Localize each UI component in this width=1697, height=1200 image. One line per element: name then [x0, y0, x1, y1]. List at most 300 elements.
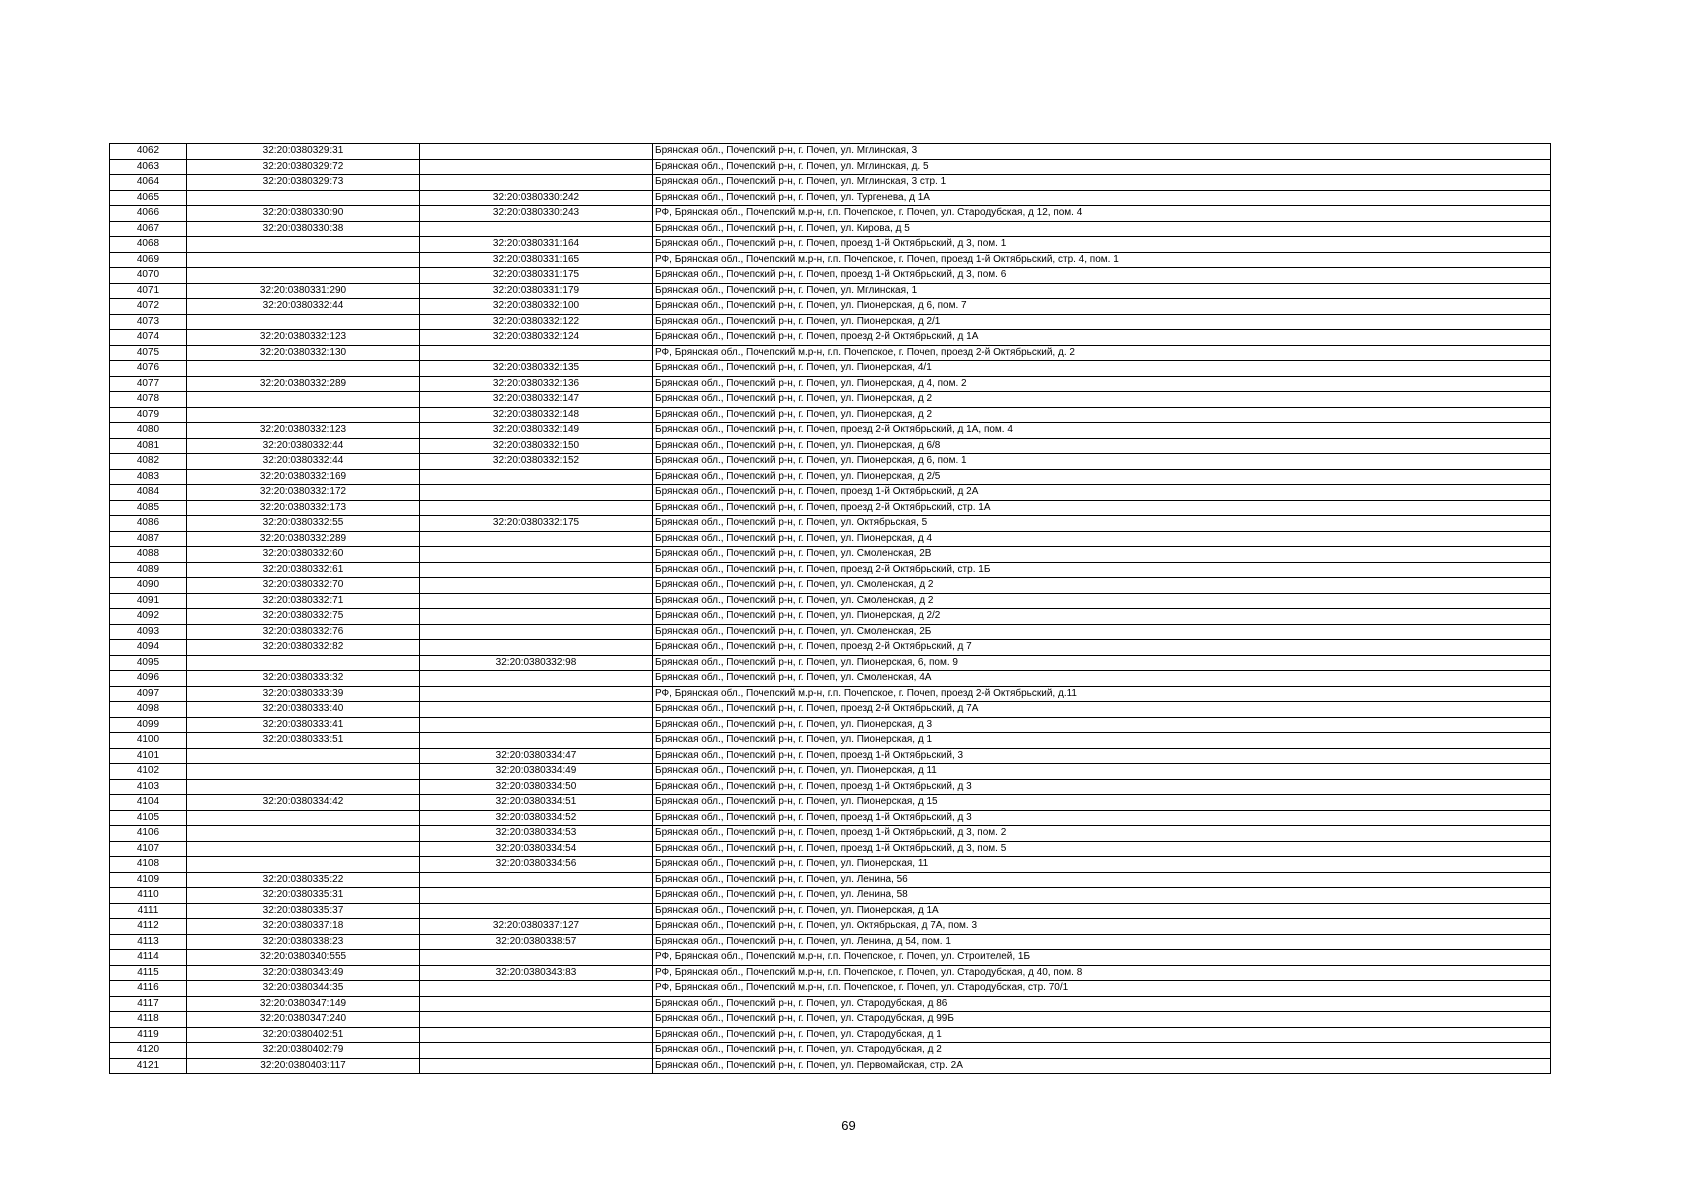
address-cell: Брянская обл., Почепский р-н, г. Почеп, ул. Мглинская, 3	[653, 144, 1551, 160]
related-cadastral-number-cell: 32:20:0380332:152	[420, 454, 653, 470]
table-row	[110, 919, 1551, 935]
table-row	[110, 531, 1551, 547]
table-row	[110, 268, 1551, 284]
table-row	[110, 655, 1551, 671]
table-body	[110, 144, 1551, 1074]
row-number-cell: 4095	[110, 655, 187, 671]
cadastral-number-cell: 32:20:0380333:41	[187, 717, 420, 733]
table-row	[110, 438, 1551, 454]
row-number-cell: 4106	[110, 826, 187, 842]
cadastral-number-cell: 32:20:0380330:38	[187, 221, 420, 237]
address-cell: Брянская обл., Почепский р-н, г. Почеп, ул. Смоленская, д 2	[653, 578, 1551, 594]
table-row	[110, 392, 1551, 408]
address-cell: Брянская обл., Почепский р-н, г. Почеп, ул. Пионерская, 11	[653, 857, 1551, 873]
address-cell: Брянская обл., Почепский р-н, г. Почеп, ул. Смоленская, 2В	[653, 547, 1551, 563]
related-cadastral-number-cell	[420, 702, 653, 718]
row-number-cell: 4083	[110, 469, 187, 485]
cadastral-number-cell: 32:20:0380340:555	[187, 950, 420, 966]
related-cadastral-number-cell: 32:20:0380331:179	[420, 283, 653, 299]
related-cadastral-number-cell: 32:20:0380332:136	[420, 376, 653, 392]
cadastral-number-cell: 32:20:0380334:42	[187, 795, 420, 811]
row-number-cell: 4081	[110, 438, 187, 454]
address-cell: Брянская обл., Почепский р-н, г. Почеп, проезд 1-й Октябрьский, д 3	[653, 779, 1551, 795]
table-row	[110, 454, 1551, 470]
cadastral-number-cell: 32:20:0380332:130	[187, 345, 420, 361]
table-row	[110, 330, 1551, 346]
related-cadastral-number-cell: 32:20:0380332:150	[420, 438, 653, 454]
table-row	[110, 144, 1551, 160]
cadastral-number-cell	[187, 841, 420, 857]
row-number-cell: 4102	[110, 764, 187, 780]
related-cadastral-number-cell	[420, 547, 653, 563]
related-cadastral-number-cell	[420, 531, 653, 547]
row-number-cell: 4071	[110, 283, 187, 299]
address-cell: Брянская обл., Почепский р-н, г. Почеп, ул. Пионерская, д 2/5	[653, 469, 1551, 485]
cadastral-number-cell: 32:20:0380332:70	[187, 578, 420, 594]
address-cell: Брянская обл., Почепский р-н, г. Почеп, ул. Ленина, 56	[653, 872, 1551, 888]
cadastral-number-cell: 32:20:0380332:76	[187, 624, 420, 640]
table-row	[110, 252, 1551, 268]
registry-table-container	[109, 143, 1551, 1074]
cadastral-number-cell: 32:20:0380332:75	[187, 609, 420, 625]
table-row	[110, 624, 1551, 640]
address-cell: Брянская обл., Почепский р-н, г. Почеп, ул. Октябрьская, 5	[653, 516, 1551, 532]
row-number-cell: 4086	[110, 516, 187, 532]
address-cell: Брянская обл., Почепский р-н, г. Почеп, ул. Пионерская, д 6/8	[653, 438, 1551, 454]
cadastral-number-cell: 32:20:0380347:149	[187, 996, 420, 1012]
related-cadastral-number-cell: 32:20:0380334:50	[420, 779, 653, 795]
table-row	[110, 810, 1551, 826]
table-row	[110, 159, 1551, 175]
row-number-cell: 4062	[110, 144, 187, 160]
related-cadastral-number-cell: 32:20:0380332:122	[420, 314, 653, 330]
row-number-cell: 4100	[110, 733, 187, 749]
table-row	[110, 299, 1551, 315]
related-cadastral-number-cell	[420, 981, 653, 997]
address-cell: Брянская обл., Почепский р-н, г. Почеп, проезд 1-й Октябрьский, д 2А	[653, 485, 1551, 501]
cadastral-number-cell: 32:20:0380332:289	[187, 531, 420, 547]
row-number-cell: 4066	[110, 206, 187, 222]
related-cadastral-number-cell: 32:20:0380332:98	[420, 655, 653, 671]
address-cell: Брянская обл., Почепский р-н, г. Почеп, ул. Пионерская, д 11	[653, 764, 1551, 780]
address-cell: Брянская обл., Почепский р-н, г. Почеп, проезд 2-й Октябрьский, стр. 1А	[653, 500, 1551, 516]
address-cell: Брянская обл., Почепский р-н, г. Почеп, ул. Пионерская, д 1А	[653, 903, 1551, 919]
address-cell: Брянская обл., Почепский р-н, г. Почеп, ул. Стародубская, д 86	[653, 996, 1551, 1012]
address-cell: Брянская обл., Почепский р-н, г. Почеп, ул. Пионерская, д 15	[653, 795, 1551, 811]
table-row	[110, 547, 1551, 563]
row-number-cell: 4085	[110, 500, 187, 516]
cadastral-number-cell: 32:20:0380332:82	[187, 640, 420, 656]
address-cell: Брянская обл., Почепский р-н, г. Почеп, ул. Мглинская, д. 5	[653, 159, 1551, 175]
table-row	[110, 686, 1551, 702]
address-cell: Брянская обл., Почепский р-н, г. Почеп, ул. Мглинская, 1	[653, 283, 1551, 299]
row-number-cell: 4088	[110, 547, 187, 563]
row-number-cell: 4090	[110, 578, 187, 594]
table-row	[110, 903, 1551, 919]
address-cell: Брянская обл., Почепский р-н, г. Почеп, ул. Смоленская, 4А	[653, 671, 1551, 687]
related-cadastral-number-cell	[420, 159, 653, 175]
table-row	[110, 733, 1551, 749]
cadastral-number-cell: 32:20:0380344:35	[187, 981, 420, 997]
cadastral-number-cell: 32:20:0380338:23	[187, 934, 420, 950]
cadastral-number-cell: 32:20:0380403:117	[187, 1058, 420, 1074]
row-number-cell: 4121	[110, 1058, 187, 1074]
row-number-cell: 4067	[110, 221, 187, 237]
table-row	[110, 841, 1551, 857]
cadastral-number-cell: 32:20:0380332:289	[187, 376, 420, 392]
related-cadastral-number-cell	[420, 717, 653, 733]
table-row	[110, 965, 1551, 981]
table-row	[110, 500, 1551, 516]
cadastral-number-cell: 32:20:0380402:51	[187, 1027, 420, 1043]
cadastral-number-cell: 32:20:0380332:44	[187, 454, 420, 470]
row-number-cell: 4120	[110, 1043, 187, 1059]
address-cell: Брянская обл., Почепский р-н, г. Почеп, ул. Кирова, д 5	[653, 221, 1551, 237]
cadastral-number-cell: 32:20:0380335:37	[187, 903, 420, 919]
address-cell: Брянская обл., Почепский р-н, г. Почеп, ул. Смоленская, 2Б	[653, 624, 1551, 640]
table-row	[110, 1043, 1551, 1059]
address-cell: Брянская обл., Почепский р-н, г. Почеп, ул. Мглинская, 3 стр. 1	[653, 175, 1551, 191]
row-number-cell: 4092	[110, 609, 187, 625]
address-cell: Брянская обл., Почепский р-н, г. Почеп, ул. Пионерская, д 3	[653, 717, 1551, 733]
cadastral-number-cell: 32:20:0380331:290	[187, 283, 420, 299]
related-cadastral-number-cell: 32:20:0380332:135	[420, 361, 653, 377]
table-row	[110, 469, 1551, 485]
table-row	[110, 423, 1551, 439]
row-number-cell: 4087	[110, 531, 187, 547]
related-cadastral-number-cell	[420, 671, 653, 687]
row-number-cell: 4072	[110, 299, 187, 315]
registry-table	[109, 143, 1551, 1074]
table-row	[110, 717, 1551, 733]
related-cadastral-number-cell: 32:20:0380338:57	[420, 934, 653, 950]
cadastral-number-cell: 32:20:0380333:51	[187, 733, 420, 749]
table-row	[110, 950, 1551, 966]
address-cell: Брянская обл., Почепский р-н, г. Почеп, проезд 1-й Октябрьский, д 3, пом. 2	[653, 826, 1551, 842]
row-number-cell: 4073	[110, 314, 187, 330]
row-number-cell: 4074	[110, 330, 187, 346]
row-number-cell: 4077	[110, 376, 187, 392]
address-cell: Брянская обл., Почепский р-н, г. Почеп, ул. Пионерская, д 2/1	[653, 314, 1551, 330]
table-row	[110, 609, 1551, 625]
related-cadastral-number-cell: 32:20:0380332:100	[420, 299, 653, 315]
address-cell: Брянская обл., Почепский р-н, г. Почеп, ул. Смоленская, д 2	[653, 593, 1551, 609]
related-cadastral-number-cell: 32:20:0380332:148	[420, 407, 653, 423]
row-number-cell: 4069	[110, 252, 187, 268]
cadastral-number-cell	[187, 252, 420, 268]
row-number-cell: 4070	[110, 268, 187, 284]
address-cell: РФ, Брянская обл., Почепский м.р-н, г.п. Почепское, г. Почеп, проезд 1-й Октябрьский, стр. 4, пом. 1	[653, 252, 1551, 268]
cadastral-number-cell: 32:20:0380347:240	[187, 1012, 420, 1028]
address-cell: Брянская обл., Почепский р-н, г. Почеп, ул. Пионерская, д 6, пом. 1	[653, 454, 1551, 470]
related-cadastral-number-cell	[420, 609, 653, 625]
address-cell: Брянская обл., Почепский р-н, г. Почеп, ул. Ленина, 58	[653, 888, 1551, 904]
cadastral-number-cell: 32:20:0380343:49	[187, 965, 420, 981]
related-cadastral-number-cell	[420, 872, 653, 888]
address-cell: Брянская обл., Почепский р-н, г. Почеп, проезд 1-й Октябрьский, д 3, пом. 6	[653, 268, 1551, 284]
related-cadastral-number-cell: 32:20:0380334:47	[420, 748, 653, 764]
address-cell: Брянская обл., Почепский р-н, г. Почеп, проезд 1-й Октябрьский, д 3, пом. 5	[653, 841, 1551, 857]
address-cell: Брянская обл., Почепский р-н, г. Почеп, ул. Пионерская, 4/1	[653, 361, 1551, 377]
address-cell: Брянская обл., Почепский р-н, г. Почеп, ул. Стародубская, д 99Б	[653, 1012, 1551, 1028]
address-cell: Брянская обл., Почепский р-н, г. Почеп, проезд 1-й Октябрьский, д 3, пом. 1	[653, 237, 1551, 253]
row-number-cell: 4114	[110, 950, 187, 966]
related-cadastral-number-cell	[420, 686, 653, 702]
table-row	[110, 516, 1551, 532]
row-number-cell: 4109	[110, 872, 187, 888]
cadastral-number-cell: 32:20:0380329:31	[187, 144, 420, 160]
table-row	[110, 407, 1551, 423]
related-cadastral-number-cell: 32:20:0380334:56	[420, 857, 653, 873]
row-number-cell: 4103	[110, 779, 187, 795]
row-number-cell: 4107	[110, 841, 187, 857]
related-cadastral-number-cell: 32:20:0380337:127	[420, 919, 653, 935]
row-number-cell: 4084	[110, 485, 187, 501]
table-row	[110, 795, 1551, 811]
cadastral-number-cell: 32:20:0380332:61	[187, 562, 420, 578]
table-row	[110, 888, 1551, 904]
row-number-cell: 4078	[110, 392, 187, 408]
cadastral-number-cell: 32:20:0380332:55	[187, 516, 420, 532]
cadastral-number-cell: 32:20:0380329:73	[187, 175, 420, 191]
related-cadastral-number-cell	[420, 221, 653, 237]
table-row	[110, 702, 1551, 718]
related-cadastral-number-cell	[420, 888, 653, 904]
table-row	[110, 361, 1551, 377]
address-cell: РФ, Брянская обл., Почепский м.р-н, г.п. Почепское, г. Почеп, ул. Стародубская, д 40, пом. 8	[653, 965, 1551, 981]
row-number-cell: 4063	[110, 159, 187, 175]
cadastral-number-cell: 32:20:0380332:71	[187, 593, 420, 609]
table-row	[110, 671, 1551, 687]
address-cell: Брянская обл., Почепский р-н, г. Почеп, ул. Октябрьская, д 7А, пом. 3	[653, 919, 1551, 935]
address-cell: Брянская обл., Почепский р-н, г. Почеп, ул. Пионерская, д 1	[653, 733, 1551, 749]
related-cadastral-number-cell	[420, 624, 653, 640]
table-row	[110, 640, 1551, 656]
row-number-cell: 4110	[110, 888, 187, 904]
address-cell: Брянская обл., Почепский р-н, г. Почеп, ул. Пионерская, д 4, пом. 2	[653, 376, 1551, 392]
row-number-cell: 4064	[110, 175, 187, 191]
table-row	[110, 175, 1551, 191]
cadastral-number-cell: 32:20:0380335:31	[187, 888, 420, 904]
table-row	[110, 1058, 1551, 1074]
cadastral-number-cell: 32:20:0380333:32	[187, 671, 420, 687]
row-number-cell: 4080	[110, 423, 187, 439]
row-number-cell: 4068	[110, 237, 187, 253]
related-cadastral-number-cell	[420, 996, 653, 1012]
row-number-cell: 4065	[110, 190, 187, 206]
related-cadastral-number-cell: 32:20:0380343:83	[420, 965, 653, 981]
cadastral-number-cell: 32:20:0380337:18	[187, 919, 420, 935]
related-cadastral-number-cell	[420, 345, 653, 361]
address-cell: РФ, Брянская обл., Почепский м.р-н, г.п. Почепское, г. Почеп, ул. Строителей, 1Б	[653, 950, 1551, 966]
row-number-cell: 4104	[110, 795, 187, 811]
related-cadastral-number-cell	[420, 500, 653, 516]
cadastral-number-cell: 32:20:0380330:90	[187, 206, 420, 222]
cadastral-number-cell: 32:20:0380333:39	[187, 686, 420, 702]
table-row	[110, 981, 1551, 997]
related-cadastral-number-cell: 32:20:0380334:51	[420, 795, 653, 811]
page-number: 69	[841, 1118, 856, 1133]
row-number-cell: 4101	[110, 748, 187, 764]
table-row	[110, 376, 1551, 392]
cadastral-number-cell: 32:20:0380332:173	[187, 500, 420, 516]
row-number-cell: 4082	[110, 454, 187, 470]
related-cadastral-number-cell	[420, 640, 653, 656]
related-cadastral-number-cell: 32:20:0380334:53	[420, 826, 653, 842]
row-number-cell: 4105	[110, 810, 187, 826]
row-number-cell: 4117	[110, 996, 187, 1012]
related-cadastral-number-cell: 32:20:0380332:124	[420, 330, 653, 346]
address-cell: Брянская обл., Почепский р-н, г. Почеп, проезд 2-й Октябрьский, д 1А	[653, 330, 1551, 346]
cadastral-number-cell	[187, 237, 420, 253]
table-row	[110, 593, 1551, 609]
table-row	[110, 206, 1551, 222]
cadastral-number-cell	[187, 764, 420, 780]
related-cadastral-number-cell	[420, 175, 653, 191]
cadastral-number-cell: 32:20:0380332:44	[187, 299, 420, 315]
address-cell: Брянская обл., Почепский р-н, г. Почеп, ул. Стародубская, д 1	[653, 1027, 1551, 1043]
cadastral-number-cell	[187, 190, 420, 206]
cadastral-number-cell	[187, 826, 420, 842]
cadastral-number-cell: 32:20:0380402:79	[187, 1043, 420, 1059]
cadastral-number-cell	[187, 268, 420, 284]
row-number-cell: 4113	[110, 934, 187, 950]
table-row	[110, 283, 1551, 299]
table-row	[110, 779, 1551, 795]
related-cadastral-number-cell: 32:20:0380334:49	[420, 764, 653, 780]
cadastral-number-cell	[187, 857, 420, 873]
related-cadastral-number-cell: 32:20:0380334:54	[420, 841, 653, 857]
related-cadastral-number-cell	[420, 1058, 653, 1074]
row-number-cell: 4108	[110, 857, 187, 873]
cadastral-number-cell: 32:20:0380332:123	[187, 423, 420, 439]
table-row	[110, 221, 1551, 237]
related-cadastral-number-cell: 32:20:0380332:147	[420, 392, 653, 408]
related-cadastral-number-cell	[420, 485, 653, 501]
address-cell: Брянская обл., Почепский р-н, г. Почеп, ул. Ленина, д 54, пом. 1	[653, 934, 1551, 950]
related-cadastral-number-cell	[420, 469, 653, 485]
address-cell: РФ, Брянская обл., Почепский м.р-н, г.п. Почепское, г. Почеп, ул. Стародубская, стр. 70/1	[653, 981, 1551, 997]
related-cadastral-number-cell	[420, 593, 653, 609]
address-cell: Брянская обл., Почепский р-н, г. Почеп, ул. Пионерская, д 2/2	[653, 609, 1551, 625]
table-row	[110, 578, 1551, 594]
cadastral-number-cell	[187, 810, 420, 826]
address-cell: Брянская обл., Почепский р-н, г. Почеп, проезд 2-й Октябрьский, д 7	[653, 640, 1551, 656]
address-cell: Брянская обл., Почепский р-н, г. Почеп, ул. Пионерская, д 4	[653, 531, 1551, 547]
table-row	[110, 1012, 1551, 1028]
address-cell: РФ, Брянская обл., Почепский м.р-н, г.п. Почепское, г. Почеп, проезд 2-й Октябрьский, д.11	[653, 686, 1551, 702]
row-number-cell: 4115	[110, 965, 187, 981]
related-cadastral-number-cell: 32:20:0380330:242	[420, 190, 653, 206]
related-cadastral-number-cell: 32:20:0380331:165	[420, 252, 653, 268]
table-row	[110, 485, 1551, 501]
cadastral-number-cell	[187, 314, 420, 330]
related-cadastral-number-cell	[420, 1012, 653, 1028]
cadastral-number-cell	[187, 361, 420, 377]
cadastral-number-cell: 32:20:0380335:22	[187, 872, 420, 888]
cadastral-number-cell: 32:20:0380332:172	[187, 485, 420, 501]
address-cell: Брянская обл., Почепский р-н, г. Почеп, ул. Тургенева, д 1А	[653, 190, 1551, 206]
address-cell: Брянская обл., Почепский р-н, г. Почеп, проезд 1-й Октябрьский, д 3	[653, 810, 1551, 826]
related-cadastral-number-cell	[420, 1027, 653, 1043]
address-cell: РФ, Брянская обл., Почепский м.р-н, г.п. Почепское, г. Почеп, ул. Стародубская, д 12, пом. 4	[653, 206, 1551, 222]
row-number-cell: 4116	[110, 981, 187, 997]
related-cadastral-number-cell	[420, 950, 653, 966]
row-number-cell: 4089	[110, 562, 187, 578]
row-number-cell: 4098	[110, 702, 187, 718]
table-row	[110, 996, 1551, 1012]
table-row	[110, 934, 1551, 950]
table-row	[110, 764, 1551, 780]
row-number-cell: 4079	[110, 407, 187, 423]
related-cadastral-number-cell: 32:20:0380332:149	[420, 423, 653, 439]
address-cell: Брянская обл., Почепский р-н, г. Почеп, проезд 2-й Октябрьский, стр. 1Б	[653, 562, 1551, 578]
cadastral-number-cell: 32:20:0380333:40	[187, 702, 420, 718]
related-cadastral-number-cell	[420, 578, 653, 594]
row-number-cell: 4075	[110, 345, 187, 361]
row-number-cell: 4111	[110, 903, 187, 919]
row-number-cell: 4097	[110, 686, 187, 702]
cadastral-number-cell: 32:20:0380332:169	[187, 469, 420, 485]
cadastral-number-cell: 32:20:0380329:72	[187, 159, 420, 175]
cadastral-number-cell	[187, 655, 420, 671]
address-cell: Брянская обл., Почепский р-н, г. Почеп, проезд 2-й Октябрьский, д 7А	[653, 702, 1551, 718]
table-row	[110, 562, 1551, 578]
related-cadastral-number-cell: 32:20:0380334:52	[420, 810, 653, 826]
row-number-cell: 4112	[110, 919, 187, 935]
address-cell: Брянская обл., Почепский р-н, г. Почеп, ул. Пионерская, д 6, пом. 7	[653, 299, 1551, 315]
related-cadastral-number-cell	[420, 903, 653, 919]
cadastral-number-cell: 32:20:0380332:60	[187, 547, 420, 563]
related-cadastral-number-cell	[420, 733, 653, 749]
cadastral-number-cell: 32:20:0380332:44	[187, 438, 420, 454]
related-cadastral-number-cell	[420, 144, 653, 160]
row-number-cell: 4093	[110, 624, 187, 640]
row-number-cell: 4099	[110, 717, 187, 733]
table-row	[110, 872, 1551, 888]
related-cadastral-number-cell	[420, 562, 653, 578]
cadastral-number-cell: 32:20:0380332:123	[187, 330, 420, 346]
row-number-cell: 4118	[110, 1012, 187, 1028]
row-number-cell: 4119	[110, 1027, 187, 1043]
row-number-cell: 4094	[110, 640, 187, 656]
table-row	[110, 237, 1551, 253]
address-cell: РФ, Брянская обл., Почепский м.р-н, г.п. Почепское, г. Почеп, проезд 2-й Октябрьский, д. 2	[653, 345, 1551, 361]
table-row	[110, 314, 1551, 330]
related-cadastral-number-cell: 32:20:0380331:175	[420, 268, 653, 284]
address-cell: Брянская обл., Почепский р-н, г. Почеп, проезд 2-й Октябрьский, д 1А, пом. 4	[653, 423, 1551, 439]
row-number-cell: 4096	[110, 671, 187, 687]
address-cell: Брянская обл., Почепский р-н, г. Почеп, ул. Пионерская, 6, пом. 9	[653, 655, 1551, 671]
table-row	[110, 345, 1551, 361]
related-cadastral-number-cell: 32:20:0380330:243	[420, 206, 653, 222]
related-cadastral-number-cell: 32:20:0380331:164	[420, 237, 653, 253]
address-cell: Брянская обл., Почепский р-н, г. Почеп, ул. Пионерская, д 2	[653, 407, 1551, 423]
row-number-cell: 4091	[110, 593, 187, 609]
cadastral-number-cell	[187, 779, 420, 795]
related-cadastral-number-cell: 32:20:0380332:175	[420, 516, 653, 532]
related-cadastral-number-cell	[420, 1043, 653, 1059]
table-row	[110, 1027, 1551, 1043]
table-row	[110, 190, 1551, 206]
cadastral-number-cell	[187, 392, 420, 408]
address-cell: Брянская обл., Почепский р-н, г. Почеп, ул. Пионерская, д 2	[653, 392, 1551, 408]
cadastral-number-cell	[187, 407, 420, 423]
cadastral-number-cell	[187, 748, 420, 764]
address-cell: Брянская обл., Почепский р-н, г. Почеп, ул. Первомайская, стр. 2А	[653, 1058, 1551, 1074]
table-row	[110, 826, 1551, 842]
address-cell: Брянская обл., Почепский р-н, г. Почеп, проезд 1-й Октябрьский, 3	[653, 748, 1551, 764]
